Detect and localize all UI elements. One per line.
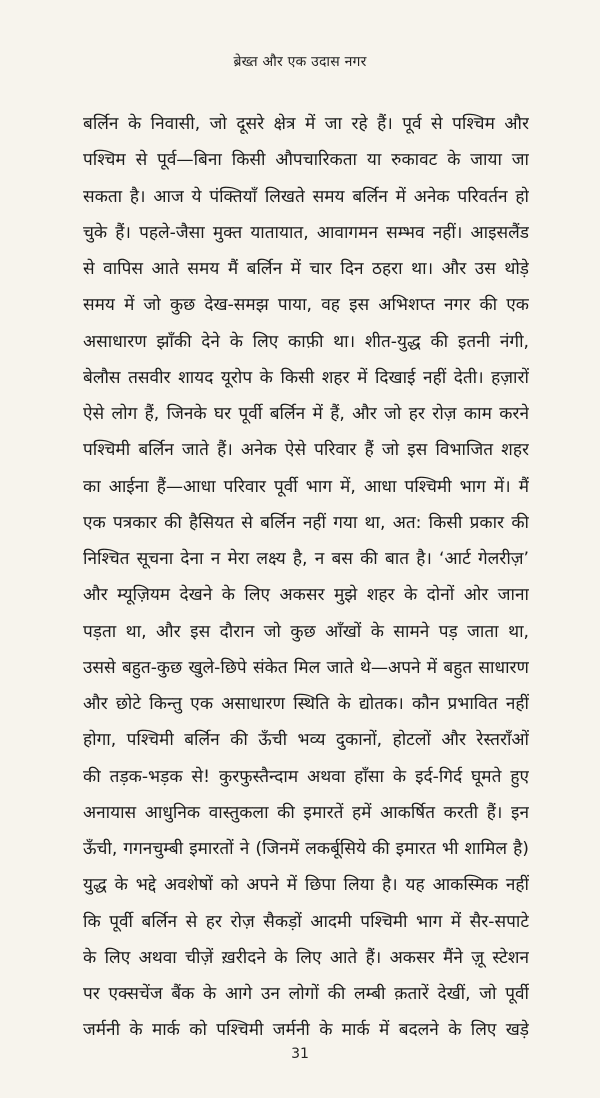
text-line: चुके हैं। पहले-जैसा मुक्त यातायात, आवागमन सम्भव नहीं। आइसलैंड [83,222,529,243]
text-line: की तड़क-भड़क से! कुरफुस्तैन्दाम अथवा हाँसा के इर्द-गिर्द घूमते हुए [83,766,529,787]
text-line: से वापिस आते समय मैं बर्लिन में चार दिन ठहरा था। और उस थोड़े [83,259,529,279]
text-line: पश्चिमी बर्लिन जाते हैं। अनेक ऐसे परिवार हैं जो इस विभाजित शहर [83,440,529,461]
body-paragraph [83,106,529,1049]
text-line: का आईना हैं—आधा परिवार पूर्वी भाग में, आधा पश्चिमी भाग में। मैं [83,476,529,497]
text-line: बेलौस तसवीर शायद यूरोप के किसी शहर में दिखाई नहीं देती। हज़ारों [83,367,529,388]
text-line: होगा, पश्चिमी बर्लिन की ऊँची भव्य दुकानों, होटलों और रेस्तराँओं [83,730,529,751]
text-line: युद्ध के भद्दे अवशेषों को अपने में छिपा लिया है। यह आकस्मिक नहीं [83,875,529,896]
text-line: पर एक्सचेंज बैंक के आगे उन लोगों की लम्बी क़तारें देखीं, जो पूर्वी [83,984,529,1004]
text-line: निश्चित सूचना देना न मेरा लक्ष्य है, न बस की बात है। ‘आर्ट गेलरीज़’ [83,549,529,569]
text-line: ऐसे लोग हैं, जिनके घर पूर्वी बर्लिन में हैं, और जो हर रोज़ काम करने [83,404,529,424]
text-line: अनायास आधुनिक वास्तुकला की इमारतें हमें आकर्षित करती हैं। इन [83,802,529,823]
text-line: पड़ता था, और इस दौरान जो कुछ आँखों के सामने पड़ जाता था, [83,621,529,642]
text-line: और म्यूज़ियम देखने के लिए अकसर मुझे शहर के दोनों ओर जाना [83,585,529,606]
text-line: ऊँची, गगनचुम्बी इमारतों ने (जिनमें लकर्बूसिये की इमारत भी शामिल है) [83,839,529,859]
running-header-title: ब्रेख्त और एक उदास नगर [233,54,367,70]
text-line: और छोटे किन्तु एक असाधारण स्थिति के द्योतक। कौन प्रभावित नहीं [83,694,529,714]
text-line: सकता है। आज ये पंक्तियाँ लिखते समय बर्लिन में अनेक परिवर्तन हो [83,186,529,207]
text-line: उससे बहुत-कुछ खुले-छिपे संकेत मिल जाते थे—अपने में बहुत साधारण [83,657,529,678]
text-line: पश्चिम से पूर्व—बिना किसी औपचारिकता या रुकावट के जाया जा [83,150,529,171]
text-line: समय में जो कुछ देख-समझ पाया, वह इस अभिशप्त नगर की एक [83,295,529,316]
text-line: के लिए अथवा चीज़ें ख़रीदने के लिए आते हैं। अकसर मैंने ज़ू स्टेशन [83,947,529,968]
page-number: 31 [291,1046,309,1062]
text-line: बर्लिन के निवासी, जो दूसरे क्षेत्र में जा रहे हैं। पूर्व से पश्चिम और [83,114,529,134]
text-line: जर्मनी के मार्क को पश्चिमी जर्मनी के मार्क में बदलने के लिए खड़े [83,1020,529,1041]
text-line: एक पत्रकार की हैसियत से बर्लिन नहीं गया था, अत: किसी प्रकार की [83,512,529,533]
text-line: कि पूर्वी बर्लिन से हर रोज़ सैकड़ों आदमी पश्चिमी भाग में सैर-सपाटे [83,911,529,932]
text-line: असाधारण झाँकी देने के लिए काफ़ी था। शीत-युद्ध की इतनी नंगी, [83,331,529,352]
